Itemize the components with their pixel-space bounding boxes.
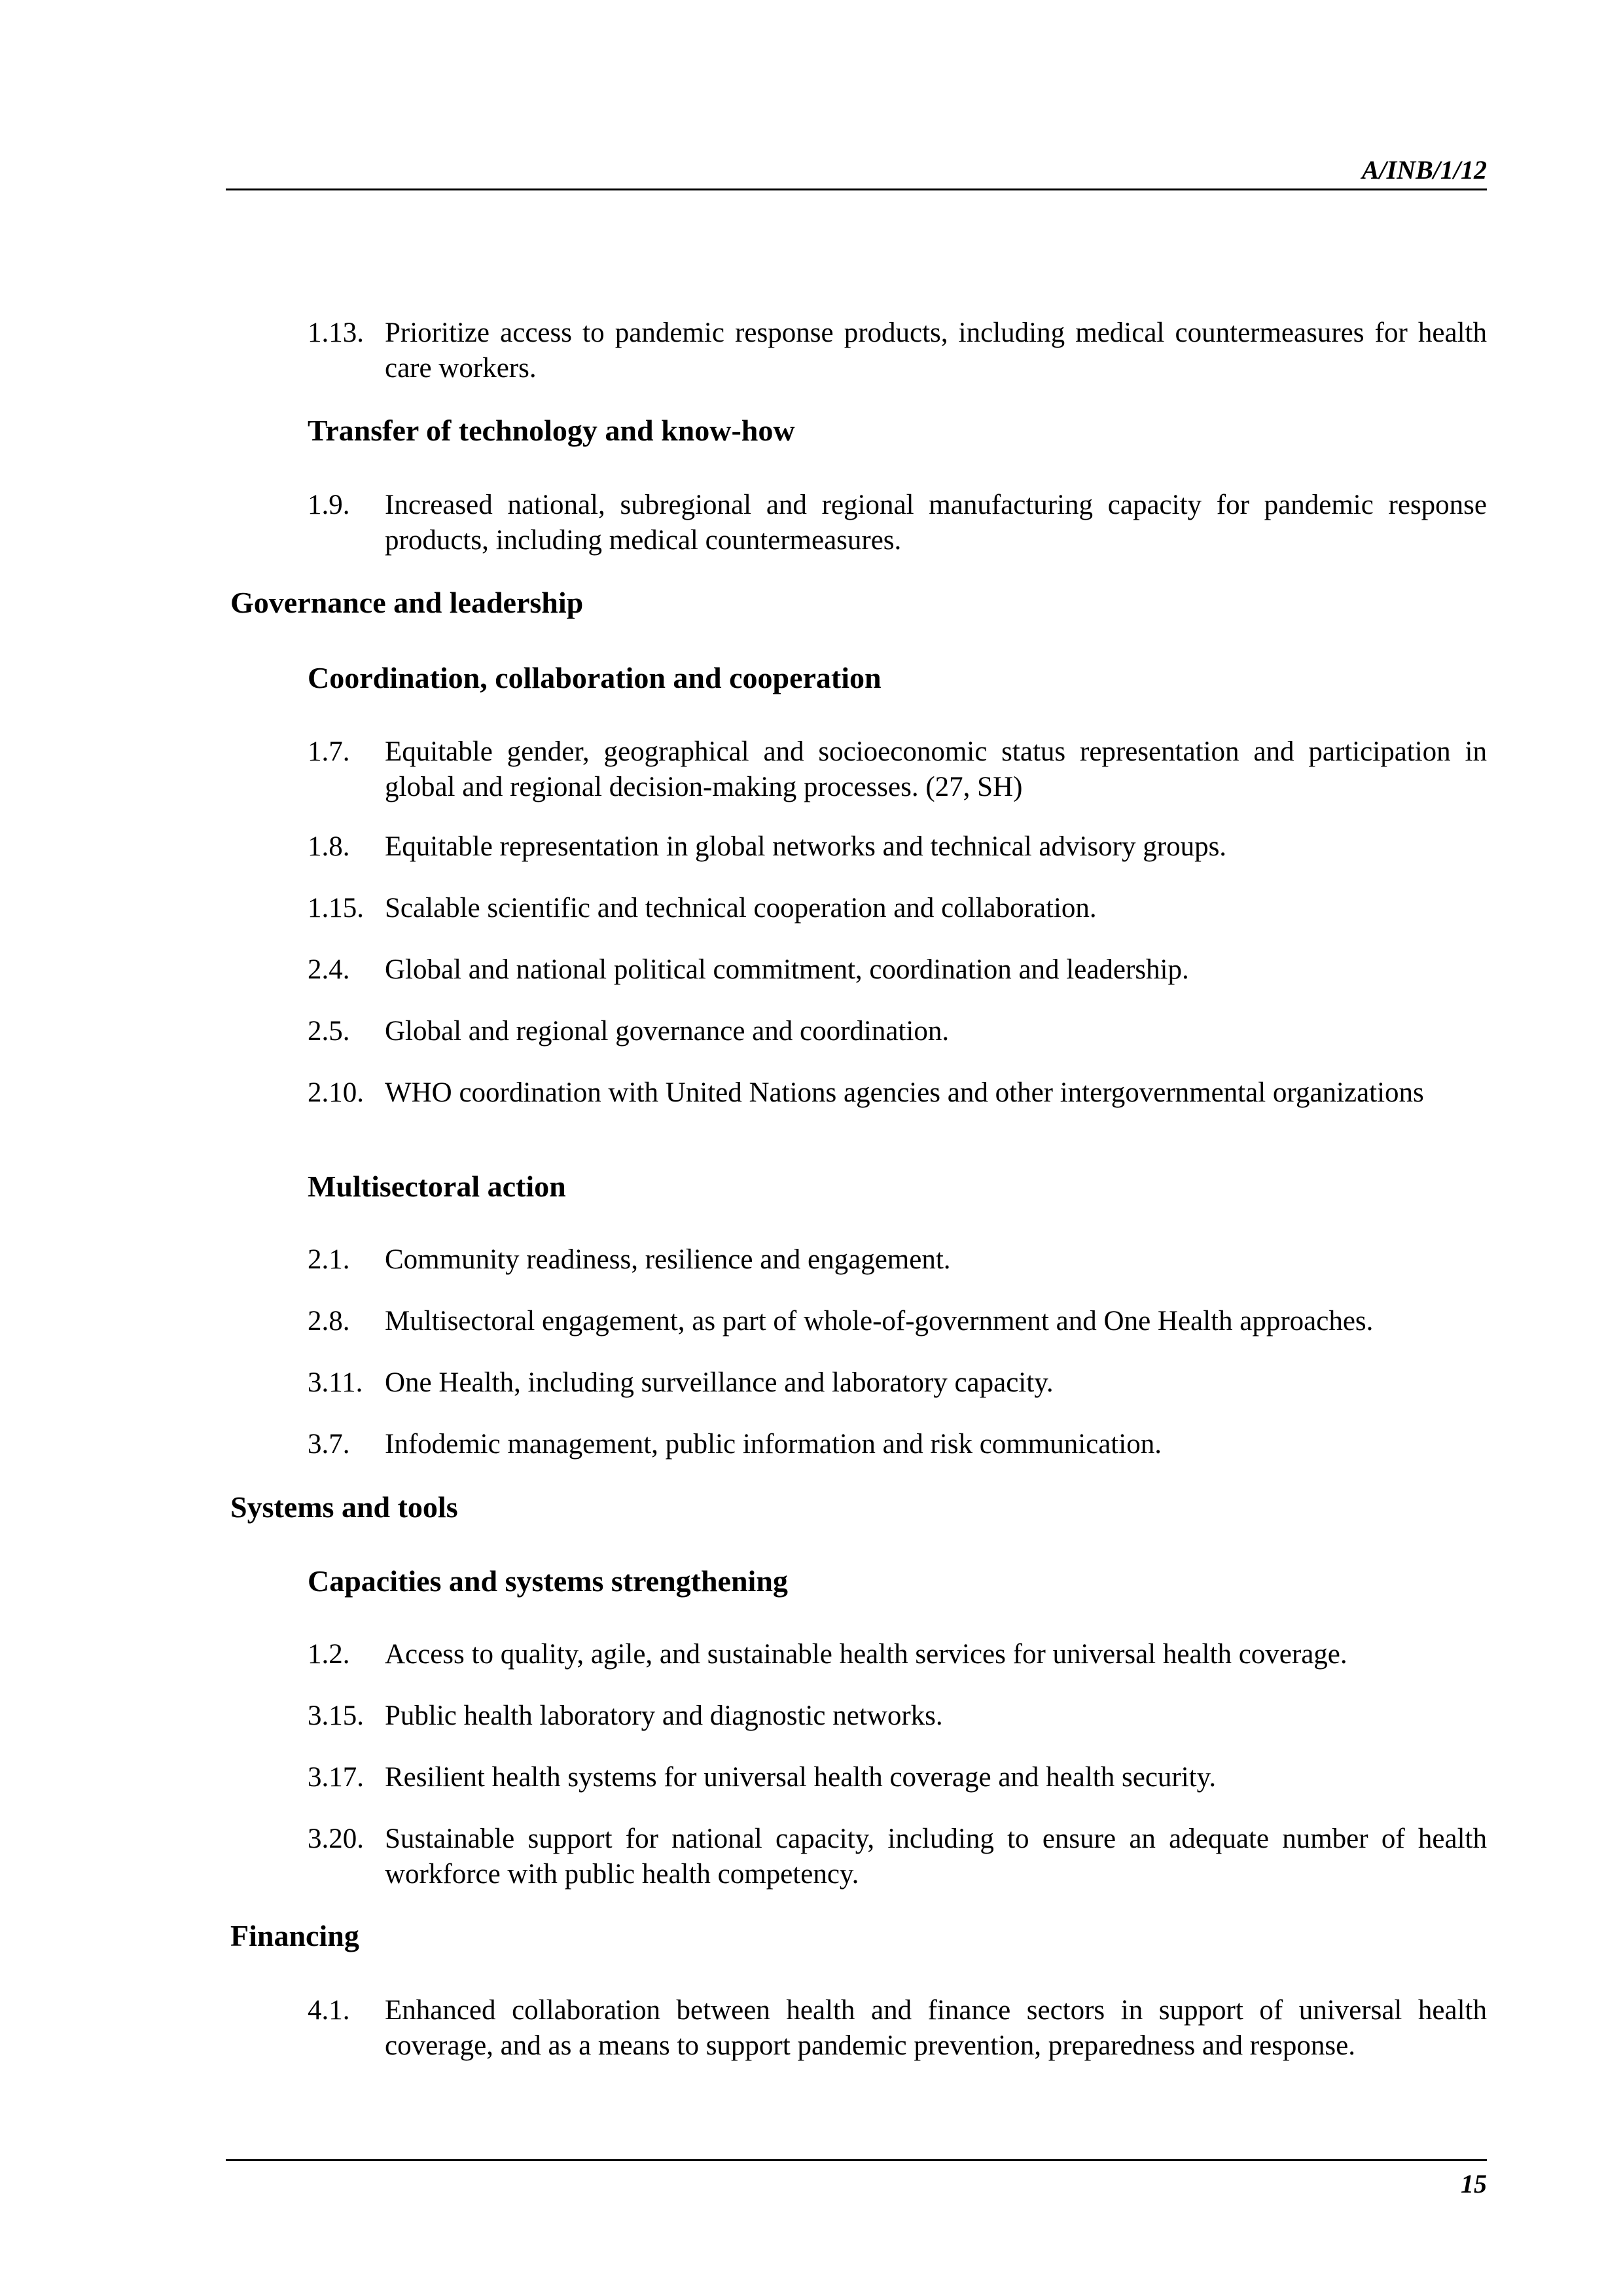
heading-systems-and-tools: Systems and tools <box>230 1490 458 1524</box>
list-item-2-10 <box>308 1075 1487 1111</box>
item-number: 3.11. <box>308 1367 363 1398</box>
heading-governance-and-leadership: Governance and leadership <box>230 586 584 619</box>
item-text: Global and regional governance and coordination. <box>385 1016 950 1047</box>
item-text: Global and national political commitment, coordination and leadership. <box>385 954 1189 985</box>
item-number: 1.2. <box>308 1639 350 1670</box>
item-text: WHO coordination with United Nations agencies and other intergovernmental organizations <box>385 1077 1424 1108</box>
list-item-1-15 <box>308 891 1487 926</box>
item-number: 2.1. <box>308 1244 350 1275</box>
list-item-3-17 <box>308 1760 1487 1795</box>
item-text: Public health laboratory and diagnostic networks. <box>385 1700 943 1731</box>
item-number: 2.5. <box>308 1016 350 1047</box>
list-item-3-20 <box>308 1821 1487 1892</box>
list-item-3-7 <box>308 1427 1487 1462</box>
footer-rule <box>226 2159 1487 2161</box>
item-number: 2.10. <box>308 1077 364 1108</box>
list-item-2-8 <box>308 1304 1487 1339</box>
item-text: Multisectoral engagement, as part of whole-of-government and One Health approaches. <box>385 1306 1374 1336</box>
item-number: 4.1. <box>308 1995 350 2026</box>
item-number: 1.13. <box>308 317 364 348</box>
document-reference: A/INB/1/12 <box>1361 155 1487 185</box>
page-number: 15 <box>1461 2169 1487 2198</box>
list-item-2-4 <box>308 952 1487 988</box>
item-text: Enhanced collaboration between health and finance sectors in support of universal health coverage, and as a means to support pandemic prevention, preparedness and response. <box>385 1995 1487 2061</box>
item-text: Equitable gender, geographical and socioeconomic status representation and participation in global and regional decision-making processes. (27, SH) <box>385 736 1487 802</box>
item-number: 3.15. <box>308 1700 364 1731</box>
item-text: Community readiness, resilience and engagement. <box>385 1244 951 1275</box>
item-text: Increased national, subregional and regional manufacturing capacity for pandemic response products, including medical countermeasures. <box>385 490 1487 556</box>
list-item-1-7 <box>308 734 1487 805</box>
item-text: Sustainable support for national capacity, including to ensure an adequate number of health workforce with public health competency. <box>385 1823 1487 1890</box>
list-item-1-8 <box>308 829 1487 865</box>
item-number: 3.7. <box>308 1429 350 1460</box>
item-number: 1.9. <box>308 490 350 520</box>
item-number: 3.20. <box>308 1823 364 1854</box>
list-item-4-1 <box>308 1993 1487 2064</box>
subheading-coordination: Coordination, collaboration and cooperation <box>308 661 882 694</box>
list-item-3-11 <box>308 1365 1487 1401</box>
item-number: 2.8. <box>308 1306 350 1336</box>
item-text: Equitable representation in global networks and technical advisory groups. <box>385 831 1227 862</box>
item-number: 2.4. <box>308 954 350 985</box>
item-text: One Health, including surveillance and laboratory capacity. <box>385 1367 1054 1398</box>
subheading-capacities-and-systems: Capacities and systems strengthening <box>308 1564 788 1598</box>
header-rule <box>226 188 1487 190</box>
item-number: 1.15. <box>308 893 364 924</box>
item-text: Prioritize access to pandemic response products, including medical countermeasures for health care workers. <box>385 317 1487 384</box>
list-item-1-9 <box>308 488 1487 558</box>
item-text: Infodemic management, public information and risk communication. <box>385 1429 1162 1460</box>
item-number: 1.8. <box>308 831 350 862</box>
list-item-1-13 <box>308 315 1487 386</box>
heading-financing: Financing <box>230 1919 359 1952</box>
list-item-2-1 <box>308 1242 1487 1278</box>
subheading-transfer-of-technology: Transfer of technology and know-how <box>308 414 795 447</box>
item-text: Access to quality, agile, and sustainable health services for universal health coverage. <box>385 1639 1347 1670</box>
list-item-2-5 <box>308 1014 1487 1049</box>
item-text: Scalable scientific and technical cooperation and collaboration. <box>385 893 1097 924</box>
item-text: Resilient health systems for universal health coverage and health security. <box>385 1762 1217 1793</box>
item-number: 1.7. <box>308 736 350 767</box>
subheading-multisectoral-action: Multisectoral action <box>308 1170 566 1203</box>
list-item-1-2 <box>308 1637 1487 1672</box>
item-number: 3.17. <box>308 1762 364 1793</box>
list-item-3-15 <box>308 1698 1487 1734</box>
